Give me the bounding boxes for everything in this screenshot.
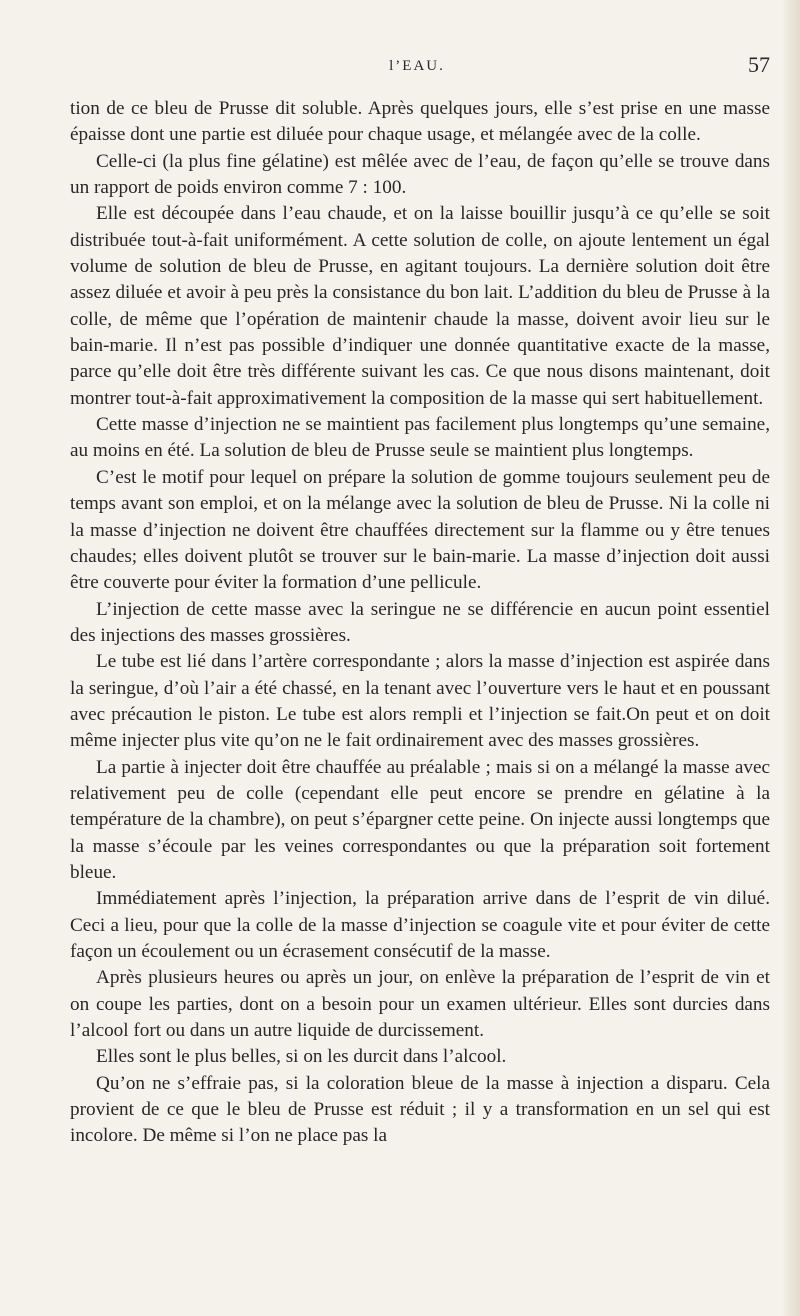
paragraph-11: Elles sont le plus belles, si on les durcit dans l’alcool. [96,1046,507,1068]
paragraph-8: La partie à injecter doit être chauffée au préalable ; mais si on a mélangé la masse avec relativement peu de colle (cependant elle peut encore se prendre en gélatine à la température de la chambre), on peut s’épargner cette peine. On injecte aussi longtemps que la masse s’écoule par les veines correspondantes ou que la préparation soit fortement bleue. [70,756,770,883]
paragraph-5: C’est le motif pour lequel on prépare la solution de gomme toujours seulement peu de temps avant son emploi, et on la mélange avec la solution de bleu de Prusse. Ni la colle ni la masse d’injection ne doivent être chauffées directement sur la flamme ou y être tenues chaudes; elles doivent plutôt se trouver sur le bain-marie. La masse d’injection doit aussi être couverte pour éviter la formation d’une pellicule. [70,466,770,594]
paragraph-7: Le tube est lié dans l’artère correspondante ; alors la masse d’injection est aspirée dans la seringue, d’où l’air a été chassé, en la tenant avec l’ouverture vers le haut et en poussant avec précaution le piston. Le tube est alors rempli et l’injection se fait.On peut et on doit même injecter plus vite qu’on ne le fait ordinairement avec des masses grossières. [70,651,770,752]
paragraph-12: Qu’on ne s’effraie pas, si la coloration bleue de la masse à injection a disparu. Cela provient de ce que le bleu de Prusse est réduit ; il y a transformation en un sel qui est incolore. De même si l’on ne place pas la [70,1072,770,1147]
paragraph-9: Immédiatement après l’injection, la préparation arrive dans de l’esprit de vin dilué. Ceci a lieu, pour que la colle de la masse d’injection se coagule vite et pour éviter de cette façon un écoulement ou un écrasement consécutif de la masse. [70,888,770,962]
paragraph-2: Celle-ci (la plus fine gélatine) est mêlée avec de l’eau, de façon qu’elle se trouve dans un rapport de poids environ comme 7 : 100. [70,150,770,199]
paragraph-6: L’injection de cette masse avec la seringue ne se différencie en aucun point essentiel des injections des masses grossières. [70,598,770,646]
paragraph-3: Elle est découpée dans l’eau chaude, et on la laisse bouillir jusqu’à ce qu’elle se soit distribuée tout-à-fait uniformément. A cette solution de colle, on ajoute lentement un égal volume de solution de bleu de Prusse, en agitant toujours. La dernière solution doit être assez diluée et avoir à peu près la consistance du bon lait. L’addition du bleu de Prusse à la colle, de même que l’opération de maintenir chaude la masse, doivent avoir lieu sur le bain-marie. Il n’est pas possible d’indiquer une donnée quantitative exacte de la masse, parce qu’elle doit être très différente suivant les cas. Ce que nous disons maintenant, doit montrer tout-à-fait approximativement la composition de la masse qui sert habituellement. [70,203,770,409]
paragraph-4: Cette masse d’injection ne se maintient pas facilement plus longtemps qu’une semaine, au moins en été. La solution de bleu de Prusse seule se maintient plus longtemps. [70,414,770,462]
running-head [64,52,770,82]
body-text [70,96,770,1150]
paragraph-10: Après plusieurs heures ou après un jour, on enlève la préparation de l’esprit de vin et on coupe les parties, dont on a besoin pour un examen ultérieur. Elles sont durcies dans l’alcool fort ou dans un autre liquide de durcissement. [70,967,770,1042]
page-number: 57 [748,52,770,77]
page-edge-shadow [782,0,800,1316]
running-title: l’EAU. [389,58,445,74]
paragraph-1: tion de ce bleu de Prusse dit soluble. Après quelques jours, elle s’est prise en une masse épaisse dont une partie est diluée pour chaque usage, et mélangée avec de la colle. [70,98,770,146]
